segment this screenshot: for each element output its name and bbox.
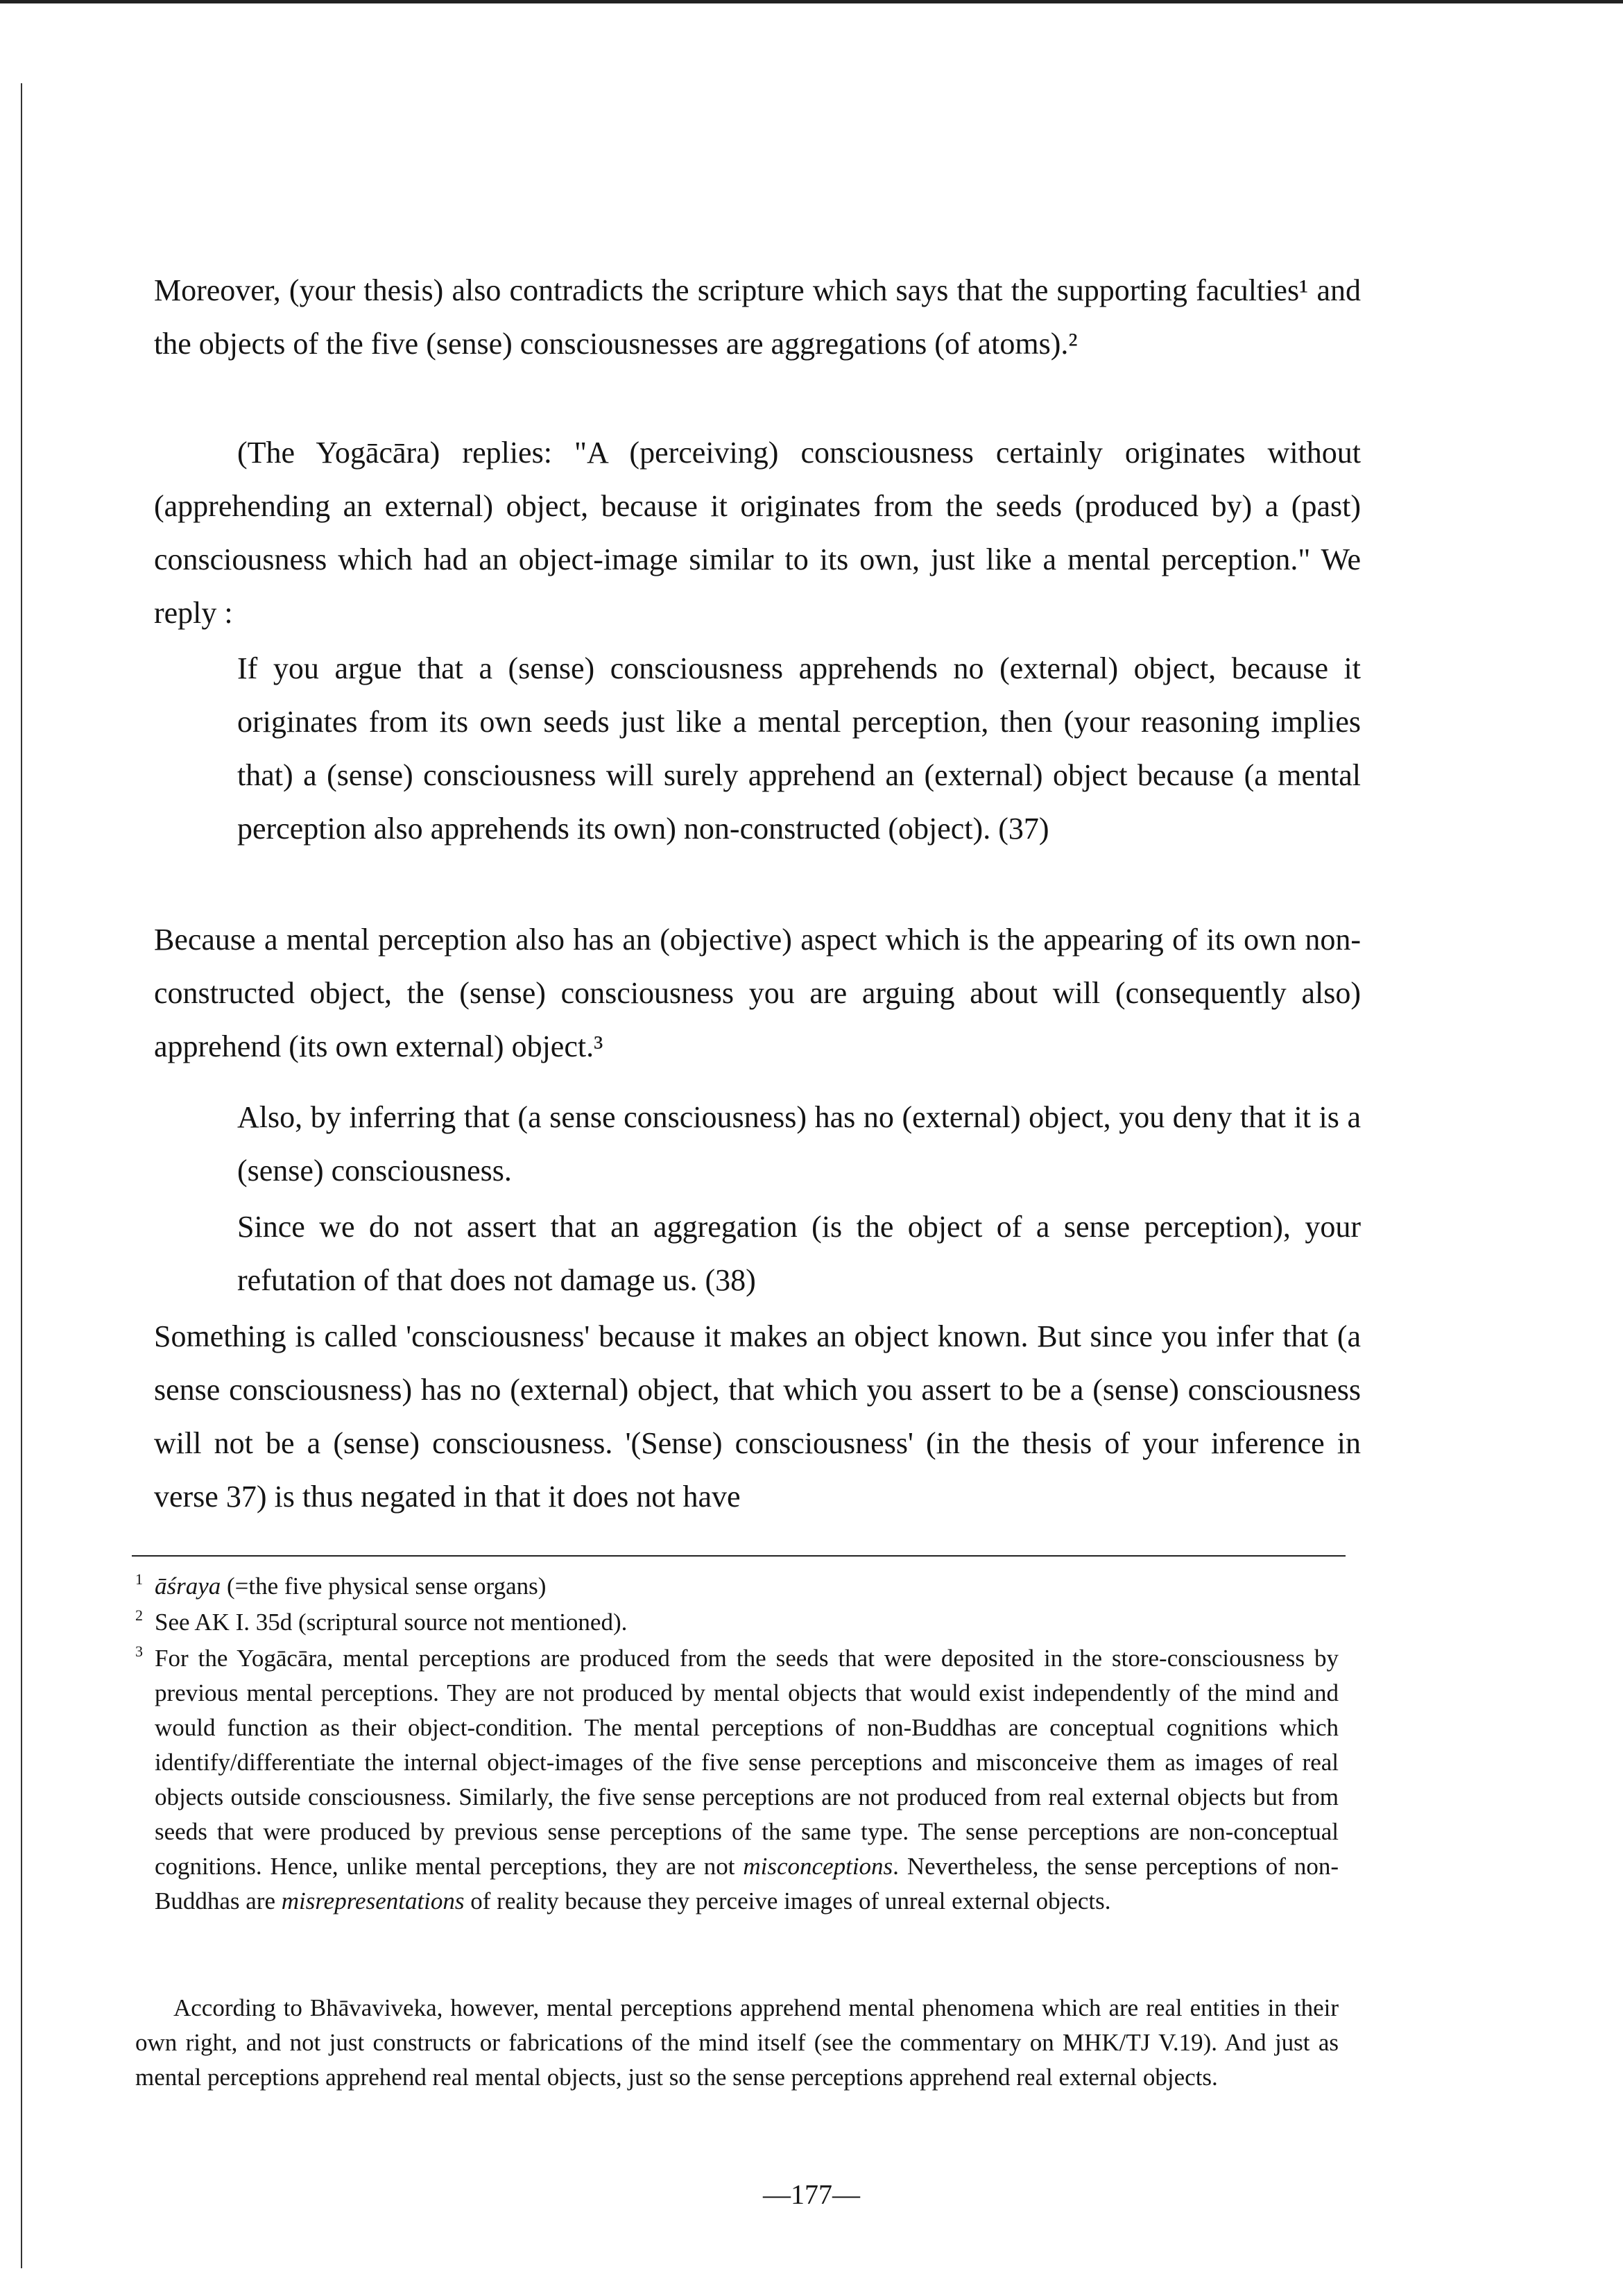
footnote-3-continuation: According to Bhāvaviveka, however, mental perceptions apprehend mental phenomena which are real entities in their own right, and not just constructs or fabrications of the mind itself (see the commentary on MHK/TJ V.19). And just as mental perceptions apprehend real mental objects, just so the sense perceptions apprehend real external objects.: [135, 1994, 1339, 2091]
footnote-3-text-b: . Nevertheless, the sense perceptions of non-Buddhas are: [155, 1853, 1339, 1914]
binding-edge: [0, 83, 22, 2268]
verse-38-line-2: Since we do not assert that an aggregation (is the object of a sense perception), your refutation of that does not damage us. (38): [237, 1210, 1361, 1297]
page-number: —177—: [763, 2179, 860, 2210]
paragraph-1: Moreover, (your thesis) also contradicts the scripture which says that the supporting faculties¹ and the objects of the five (sense) consciousnesses are aggregations (of atoms).²: [154, 273, 1361, 361]
footnote-3-term-misrepresentations: misrepresentations: [281, 1887, 465, 1914]
footnote-3-text-a: For the Yogācāra, mental perceptions are produced from the seeds that were deposited in the store-consciousness by previous mental perceptions. They are not produced by mental objects that would exist independently of the mind and would function as their object-condition. The mental perceptions of non-Buddhas are conceptual cognitions which identify/differentiate the internal object-images of the five sense perceptions and misconceive them as images of real objects outside consciousness. Similarly, the five sense perceptions are not produced from real external objects but from seeds that were produced by previous sense perceptions of the same type. The sense perceptions are non-conceptual cognitions. Hence, unlike mental perceptions, they are not: [155, 1645, 1339, 1880]
verse-38-line-1: Also, by inferring that (a sense consciousness) has no (external) object, you deny that it is a (sense) consciousness.: [237, 1100, 1361, 1188]
footnote-3: [135, 1641, 1339, 1919]
footnote-1-text: (=the five physical sense organs): [221, 1573, 547, 1600]
top-border: [0, 0, 1623, 3]
footnote-3-text-c: of reality because they perceive images of unreal external objects.: [464, 1887, 1111, 1914]
footnote-2: [135, 1605, 1339, 1640]
footnote-2-text: See AK I. 35d (scriptural source not mentioned).: [155, 1609, 628, 1636]
footnote-3-number: 3: [135, 1643, 143, 1660]
paragraph-4: Something is called 'consciousness' because it makes an object known. But since you infer that (a sense consciousness) has no (external) object, that which you assert to be a (sense) consciousness will not be a (sense) consciousness. '(Sense) consciousness' (in the thesis of your inference in verse 37) is thus negated in that it does not have: [154, 1319, 1361, 1514]
footnote-1-term: āśraya: [155, 1573, 221, 1600]
footnote-rule: [132, 1555, 1346, 1557]
footnote-3-term-misconceptions: misconceptions: [743, 1853, 893, 1880]
verse-37: If you argue that a (sense) consciousness apprehends no (external) object, because it originates from its own seeds just like a mental perception, then (your reasoning implies that) a (sense) consciousness will surely apprehend an (external) object because (a mental perception also apprehends its own) non-constructed (object). (37): [237, 651, 1361, 846]
footnote-1: [135, 1569, 1339, 1604]
footnote-2-number: 2: [135, 1607, 143, 1624]
paragraph-2: (The Yogācāra) replies: "A (perceiving) consciousness certainly originates without (apprehending an external) object, because it originates from the seeds (produced by) a (past) consciousness which had an object-image similar to its own, just like a mental perception." We reply :: [154, 436, 1361, 630]
paragraph-3: Because a mental perception also has an (objective) aspect which is the appearing of its own non-constructed object, the (sense) consciousness you are arguing about will (consequently also) apprehend (its own external) object.³: [154, 923, 1361, 1063]
footnote-1-number: 1: [135, 1570, 143, 1588]
